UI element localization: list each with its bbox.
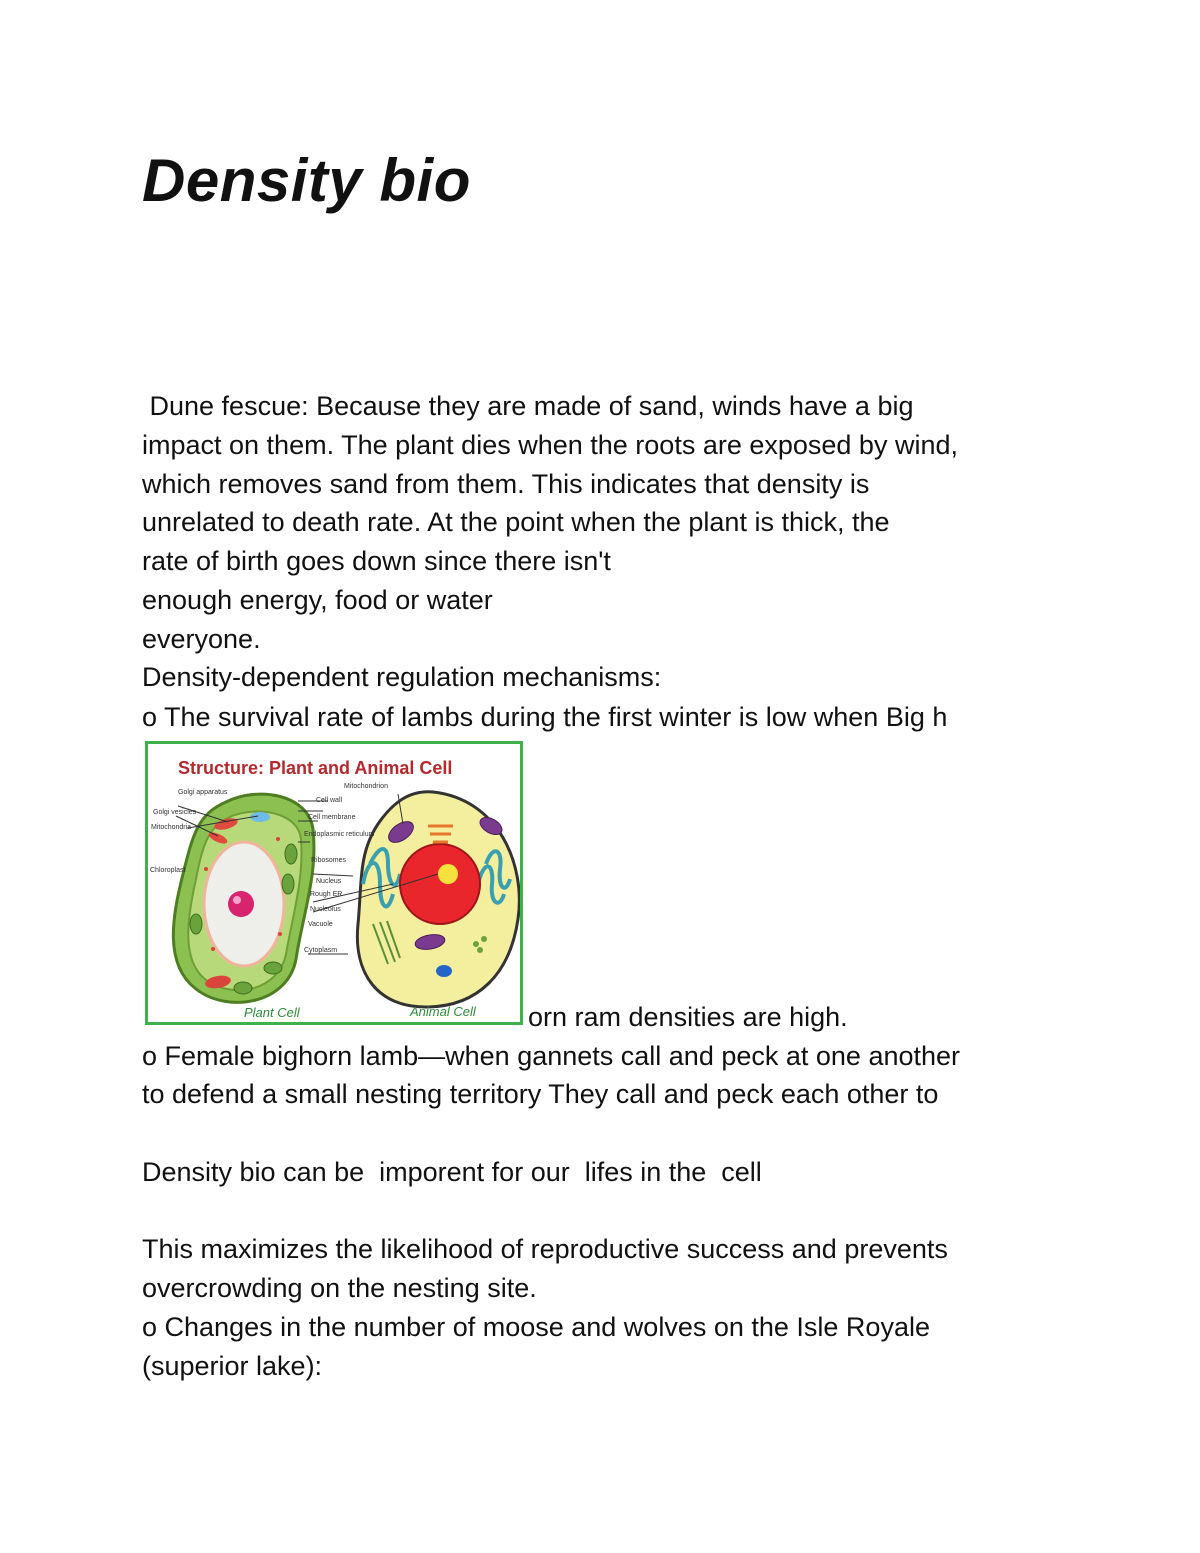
plant-nucleus (228, 891, 254, 917)
paragraph-line: (superior lake): (142, 1351, 323, 1381)
bullet-line: o Female bighorn lamb—when gannets call and peck at one another (142, 1041, 961, 1071)
cell-structure-figure (145, 741, 523, 1025)
plant-cell (173, 794, 314, 1002)
label-nucleus: Nucleus (316, 878, 342, 885)
paragraph-line: which removes sand from them. This indicates that density is (142, 469, 870, 499)
document-title: Density bio (142, 147, 471, 214)
animal-nucleus (400, 844, 480, 924)
label-cytoplasm: Cytoplasm (304, 947, 338, 954)
label-cell-wall: Cell wall (316, 797, 343, 804)
paragraph-line: Density bio can be imporent for our lifes in the cell (142, 1157, 762, 1187)
label-chloroplast: Chloroplast (150, 867, 186, 874)
paragraph-line: rate of birth goes down since there isn't (142, 546, 611, 576)
paragraph-line: overcrowding on the nesting site. (142, 1273, 537, 1303)
label-vacuole: Vacuole (308, 921, 333, 928)
animal-cell-label: Animal Cell (410, 1004, 476, 1019)
label-endoplasmic-reticulum: Endoplasmic reticulum (304, 831, 375, 838)
label-rough-er: Rough ER (310, 891, 343, 898)
bullet-line-continuation: orn ram densities are high. (528, 1002, 848, 1032)
bullet-line: o The survival rate of lambs during the first winter is low when Big h (142, 702, 948, 732)
label-golgi-vesicles: Golgi vesicles (153, 809, 197, 816)
plant-cell-label: Plant Cell (244, 1005, 300, 1020)
bullet-line: o Changes in the number of moose and wolves on the Isle Royale (142, 1312, 930, 1342)
paragraph-line: enough energy, food or water (142, 585, 493, 615)
paragraph-line: unrelated to death rate. At the point when the plant is thick, the (142, 507, 890, 537)
animal-cell (357, 792, 519, 1007)
label-ribosomes: Ribosomes (311, 857, 347, 864)
paragraph-line: Dune fescue: Because they are made of sand, winds have a big (142, 391, 914, 421)
paragraph-line: This maximizes the likelihood of reproductive success and prevents (142, 1234, 948, 1264)
figure-title: Structure: Plant and Animal Cell (178, 758, 453, 778)
paragraph-line: everyone. (142, 624, 261, 654)
paragraph-line: Density-dependent regulation mechanisms: (142, 662, 662, 692)
label-mitochondria: Mitochondria (151, 824, 192, 831)
label-golgi-apparatus: Golgi apparatus (178, 789, 228, 796)
label-cell-membrane: Cell membrane (308, 814, 356, 821)
paragraph-line: impact on them. The plant dies when the roots are exposed by wind, (142, 430, 958, 460)
label-nucleolus: Nucleolus (310, 906, 341, 913)
label-mitochondrion: Mitochondrion (344, 783, 388, 790)
paragraph-line: to defend a small nesting territory They call and peck each other to (142, 1079, 939, 1109)
